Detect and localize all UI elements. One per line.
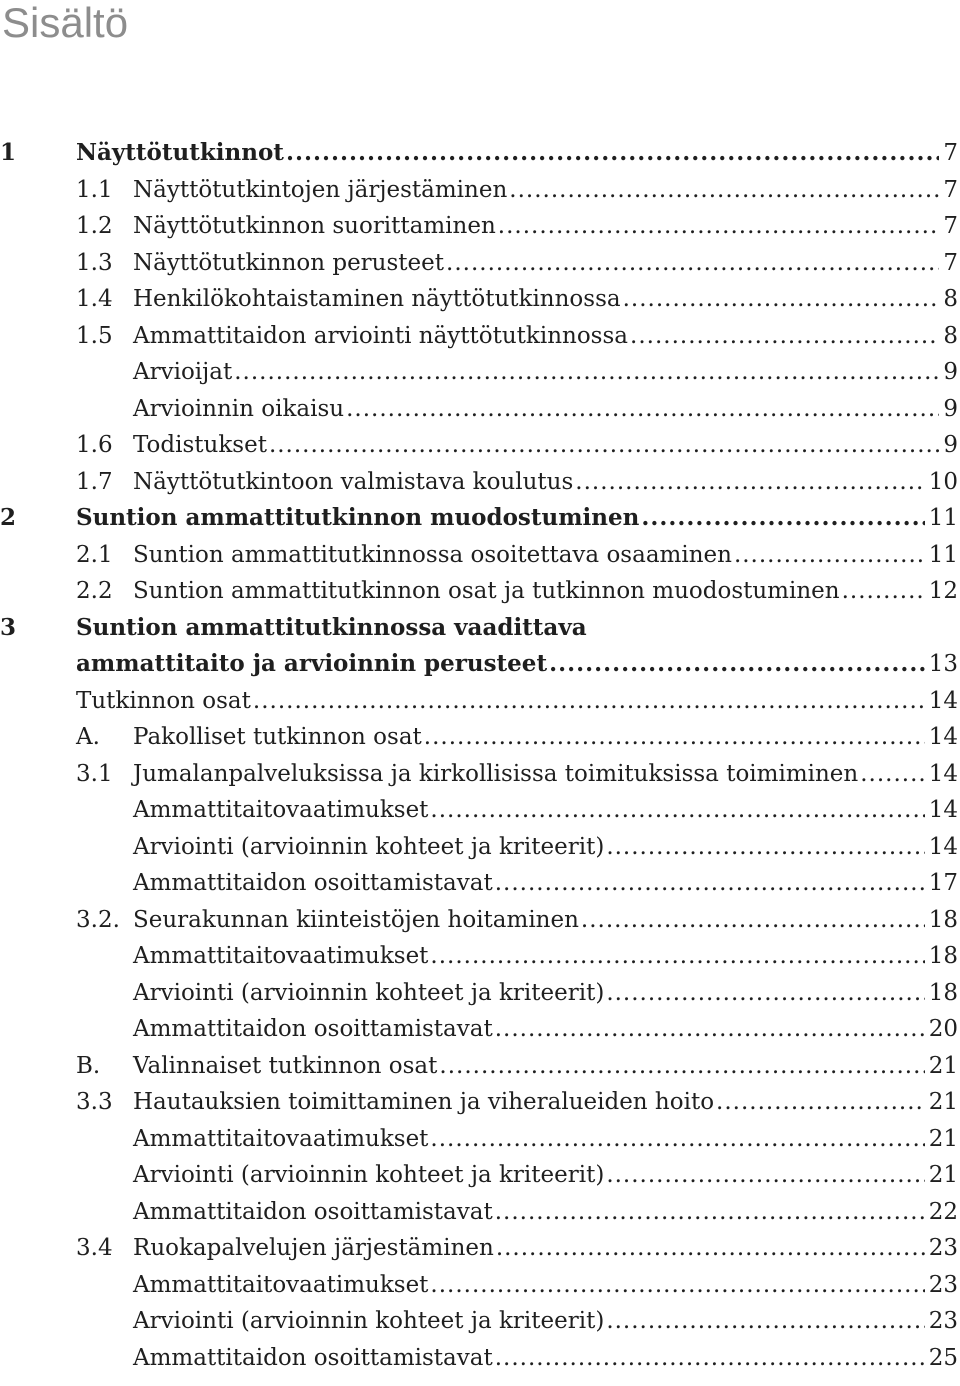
toc-entry-title: Arvioijat — [133, 359, 233, 385]
dot-leader — [842, 573, 925, 610]
toc-entry-number: 3.4 — [76, 1235, 113, 1261]
toc-entry-title: Näyttötutkintoon valmistava koulutus — [133, 468, 574, 495]
toc-entry-page: 21 — [928, 1052, 958, 1079]
toc-entry-page: 14 — [928, 760, 958, 787]
toc-entry-number: 3.2. — [76, 906, 120, 933]
toc-entry-page: 23 — [928, 1271, 958, 1298]
dot-leader — [606, 975, 924, 1012]
toc-entry-page: 14 — [928, 724, 958, 750]
dot-leader — [253, 683, 925, 720]
dot-leader — [734, 537, 925, 574]
toc-entry[interactable] — [0, 975, 960, 1012]
toc-entry-title: Jumalanpalveluksissa ja kirkollisissa toimituksissa toimiminen — [133, 760, 859, 787]
toc-entry-page: 14 — [928, 687, 958, 714]
toc-entry-number: 3.1 — [76, 760, 113, 787]
toc-entry-page: 8 — [943, 286, 958, 312]
toc-entry-page: 7 — [943, 140, 958, 166]
toc-entry-title: Pakolliset tutkinnon osat — [133, 724, 422, 750]
toc-entry-page: 20 — [928, 1016, 958, 1042]
toc-entry-number: 1.2 — [76, 213, 113, 239]
toc-entry-page: 17 — [928, 870, 958, 896]
dot-leader — [496, 1230, 925, 1267]
toc-entry[interactable] — [0, 172, 960, 209]
dot-leader — [549, 646, 925, 683]
dot-leader — [430, 938, 924, 975]
dot-leader — [346, 391, 939, 428]
toc-entry-title: Ruokapalvelujen järjestäminen — [133, 1235, 494, 1261]
dot-leader — [495, 865, 925, 902]
toc-entry-title: Seurakunnan kiinteistöjen hoitaminen — [133, 906, 579, 933]
toc-entry[interactable] — [0, 354, 960, 391]
dot-leader — [495, 1011, 925, 1048]
toc-entry-page: 25 — [928, 1344, 958, 1371]
toc-entry-number: 1.7 — [76, 468, 113, 495]
toc-entry-title: Ammattitaidon osoittamistavat — [133, 870, 493, 896]
toc-entry-number: 3.3 — [76, 1089, 113, 1115]
toc-entry-title: Ammattitaidon arviointi näyttötutkinnossa — [133, 322, 629, 349]
toc-entry-page: 21 — [928, 1125, 958, 1152]
toc-entry[interactable] — [0, 610, 960, 647]
toc-entry-number: A. — [76, 724, 100, 750]
toc-entry-title: ammattitaito ja arvioinnin perusteet — [76, 650, 548, 677]
toc-entry-page: 10 — [928, 468, 958, 495]
toc-entry-title: Ammattitaidon osoittamistavat — [133, 1344, 493, 1371]
toc-entry-title: Henkilökohtaistaminen näyttötutkinnossa — [133, 286, 621, 312]
dot-leader — [430, 792, 924, 829]
toc-entry[interactable] — [0, 1194, 960, 1231]
dot-leader — [498, 208, 940, 245]
toc-entry-number: 1 — [0, 139, 17, 166]
toc-entry-number: 1.3 — [76, 249, 113, 276]
toc-entry-page: 21 — [928, 1162, 958, 1188]
dot-leader — [509, 172, 939, 209]
toc-entry[interactable] — [0, 1157, 960, 1194]
dot-leader — [439, 1048, 924, 1085]
toc-entry-page: 18 — [928, 906, 958, 933]
toc-entry-title: Ammattitaitovaatimukset — [133, 797, 429, 823]
toc-entry[interactable] — [0, 135, 960, 172]
dot-leader — [606, 829, 924, 866]
toc-entry-number: 1.5 — [76, 322, 113, 349]
toc-entry-page: 7 — [943, 176, 958, 203]
toc-entry-title: Näyttötutkinnon perusteet — [133, 249, 445, 276]
toc-entry[interactable] — [0, 318, 960, 355]
dot-leader — [234, 354, 939, 391]
toc-entry[interactable] — [0, 829, 960, 866]
dot-leader — [430, 1121, 924, 1158]
toc-entry-title: Arviointi (arvioinnin kohteet ja kriteerit) — [133, 1308, 605, 1334]
toc-entry[interactable] — [0, 537, 960, 574]
toc-entry-title: Suntion ammattitutkinnossa vaadittava — [76, 613, 587, 641]
toc-entry[interactable] — [0, 245, 960, 282]
toc-entry-page: 18 — [928, 943, 958, 969]
toc-entry[interactable] — [0, 938, 960, 975]
toc-entry-number: 1.4 — [76, 286, 113, 312]
toc-entry-page: 12 — [928, 578, 958, 604]
toc-entry-page: 11 — [928, 541, 958, 568]
toc-entry[interactable] — [0, 1303, 960, 1340]
dot-leader — [581, 902, 925, 939]
toc-entry-page: 18 — [928, 979, 958, 1006]
dot-leader — [495, 1194, 925, 1231]
toc-entry-page: 7 — [943, 249, 958, 276]
toc-entry-page: 14 — [928, 797, 958, 823]
toc-entry-number: 2.2 — [76, 578, 113, 604]
toc-entry[interactable] — [0, 1121, 960, 1158]
toc-entry-number: 1.1 — [76, 176, 113, 203]
toc-entry[interactable] — [0, 208, 960, 245]
toc-entry[interactable] — [0, 1230, 960, 1267]
toc-entry[interactable] — [0, 719, 960, 756]
dot-leader — [641, 500, 924, 537]
toc-entry-title: Näyttötutkinnon suorittaminen — [133, 213, 496, 239]
dot-leader — [430, 1267, 924, 1304]
toc-entry-title: Tutkinnon osat — [76, 687, 251, 714]
dot-leader — [716, 1084, 925, 1121]
toc-entry-page: 9 — [943, 395, 958, 422]
toc-entry-title: Valinnaiset tutkinnon osat — [133, 1052, 438, 1079]
toc-entry-title: Näyttötutkintojen järjestäminen — [133, 176, 508, 203]
dot-leader — [495, 1340, 925, 1377]
toc-entry[interactable] — [0, 646, 960, 683]
toc-entry-page: 7 — [943, 213, 958, 239]
dot-leader — [623, 281, 940, 318]
toc-entry[interactable] — [0, 683, 960, 720]
toc-entry-title: Todistukset — [133, 432, 267, 458]
toc-entry-title: Arviointi (arvioinnin kohteet ja kriteerit) — [133, 833, 605, 860]
toc-entry-title: Ammattitaidon osoittamistavat — [133, 1198, 493, 1225]
toc-entry-page: 21 — [928, 1089, 958, 1115]
toc-entry-title: Arviointi (arvioinnin kohteet ja kriteerit) — [133, 979, 605, 1006]
dot-leader — [606, 1157, 924, 1194]
toc-entry[interactable] — [0, 1084, 960, 1121]
toc-entry-title: Ammattitaitovaatimukset — [133, 943, 429, 969]
toc-entry-page: 23 — [928, 1235, 958, 1261]
toc-entry-title: Ammattitaidon osoittamistavat — [133, 1016, 493, 1042]
dot-leader — [606, 1303, 924, 1340]
page-title: Sisältö — [2, 0, 129, 46]
dot-leader — [575, 464, 924, 501]
toc-entry-number: 3 — [0, 613, 17, 641]
toc-entry-title: Arvioinnin oikaisu — [133, 395, 345, 422]
toc-entry[interactable] — [0, 500, 960, 537]
toc-entry-title: Ammattitaitovaatimukset — [133, 1271, 429, 1298]
toc-entry[interactable] — [0, 573, 960, 610]
toc-entry[interactable] — [0, 902, 960, 939]
toc-entry[interactable] — [0, 865, 960, 902]
toc-entry-title: Hautauksien toimittaminen ja viheralueiden hoito — [133, 1089, 715, 1115]
toc-entry-title: Suntion ammattitutkinnon muodostuminen — [76, 504, 640, 531]
toc-entry[interactable] — [0, 464, 960, 501]
toc-entry-page: 11 — [928, 505, 958, 531]
toc-entry-title: Arviointi (arvioinnin kohteet ja kriteerit) — [133, 1162, 605, 1188]
toc-entry-page: 22 — [928, 1198, 958, 1225]
toc-entry-number: 1.6 — [76, 432, 113, 458]
dot-leader — [424, 719, 925, 756]
toc-entry-page: 14 — [928, 833, 958, 860]
toc-entry-page: 9 — [943, 432, 958, 458]
dot-leader — [269, 427, 939, 464]
toc-entry-title: Suntion ammattitutkinnon osat ja tutkinnon muodostuminen — [133, 578, 840, 604]
toc-entry-page: 23 — [928, 1308, 958, 1334]
toc-entry[interactable] — [0, 427, 960, 464]
dot-leader — [286, 135, 939, 172]
dot-leader — [860, 756, 925, 793]
toc-entry[interactable] — [0, 756, 960, 793]
toc-entry-page: 8 — [943, 322, 958, 349]
toc-entry[interactable] — [0, 1011, 960, 1048]
toc-entry-title: Näyttötutkinnot — [76, 139, 284, 166]
toc-entry[interactable] — [0, 1340, 960, 1377]
toc-entry[interactable] — [0, 281, 960, 318]
toc-entry[interactable] — [0, 391, 960, 428]
table-of-contents — [0, 135, 960, 1376]
toc-entry-number: 2.1 — [76, 541, 113, 568]
toc-entry[interactable] — [0, 1048, 960, 1085]
toc-entry-title: Ammattitaitovaatimukset — [133, 1125, 429, 1152]
dot-leader — [446, 245, 939, 282]
toc-entry-number: B. — [76, 1052, 101, 1079]
toc-entry-page: 13 — [928, 651, 958, 677]
toc-entry-page: 9 — [943, 359, 958, 385]
dot-leader — [630, 318, 939, 355]
toc-entry-title: Suntion ammattitutkinnossa osoitettava osaaminen — [133, 541, 732, 568]
toc-entry-number: 2 — [0, 504, 17, 531]
toc-entry[interactable] — [0, 792, 960, 829]
toc-entry[interactable] — [0, 1267, 960, 1304]
